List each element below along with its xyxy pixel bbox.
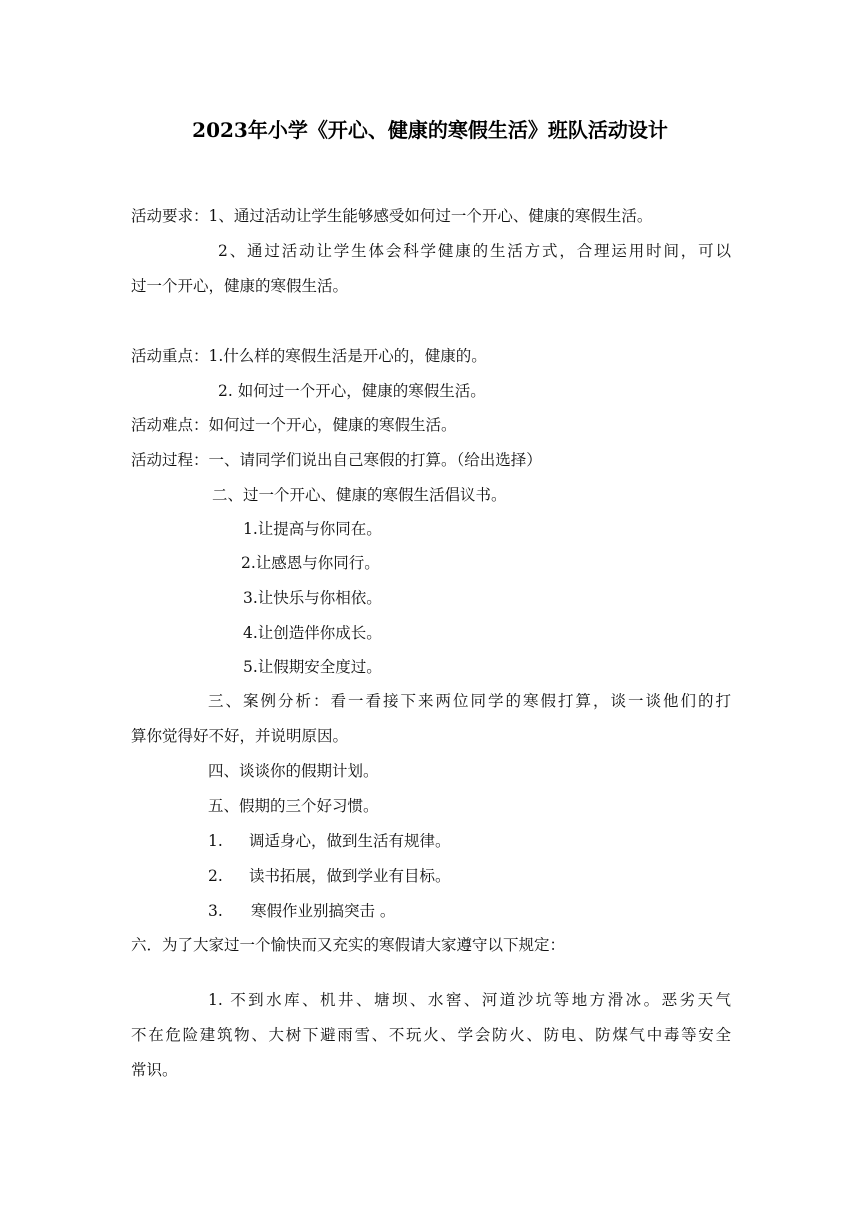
process-step-4: 四、谈谈你的假期计划。 [208,762,379,780]
process-step-3-line-2: 算你觉得好不好，并说明原因。 [131,727,349,745]
proposal-item: 2.让感恩与你同行。 [241,554,380,572]
habit-number: 2. [208,867,223,885]
focus-line-1: 活动重点：1.什么样的寒假生活是开心的，健康的。 [131,347,487,365]
habit-text: 调适身心，做到生活有规律。 [249,832,451,850]
process-step-2: 二、过一个开心、健康的寒假生活倡议书。 [212,486,507,504]
habit-text: 读书拓展，做到学业有目标。 [249,867,451,885]
requirement-line-1: 活动要求：1、通过活动让学生能够感受如何过一个开心、健康的寒假生活。 [131,207,653,225]
difficulty-line: 活动难点：如何过一个开心，健康的寒假生活。 [131,416,457,434]
process-step-1: 活动过程：一、请同学们说出自己寒假的打算。（给出选择） [131,451,542,469]
habit-number: 1. [208,832,223,850]
rule-1-line-3: 常识。 [131,1061,178,1079]
process-step-3-line-1: 三、案例分析：看一看接下来两位同学的寒假打算，谈一谈他们的打 [208,692,731,710]
process-step-5: 五、假期的三个好习惯。 [208,797,379,815]
rule-1-line-2: 不在危险建筑物、大树下避雨雪、不玩火、学会防火、防电、防煤气中毒等安全 [131,1026,731,1044]
rule-1-line-1: 1. 不到水库、机井、塘坝、水窖、河道沙坑等地方滑冰。恶劣天气 [208,991,731,1009]
proposal-item: 3.让快乐与你相依。 [243,589,382,607]
focus-line-2: 2. 如何过一个开心，健康的寒假生活。 [218,382,486,400]
proposal-item: 5.让假期安全度过。 [243,658,382,676]
habit-number: 3. [208,902,223,920]
requirement-line-2: 2、通过活动让学生体会科学健康的生活方式，合理运用时间，可以 [218,242,731,260]
proposal-item: 4.让创造伴你成长。 [243,624,382,642]
requirement-line-3: 过一个开心，健康的寒假生活。 [131,277,349,295]
habit-text: 寒假作业别搞突击 。 [251,902,396,920]
document-title: 2023年小学《开心、健康的寒假生活》班队活动设计 [192,118,668,142]
process-step-6: 六．为了大家过一个愉快而又充实的寒假请大家遵守以下规定： [131,936,566,954]
proposal-item: 1.让提高与你同在。 [243,520,382,538]
